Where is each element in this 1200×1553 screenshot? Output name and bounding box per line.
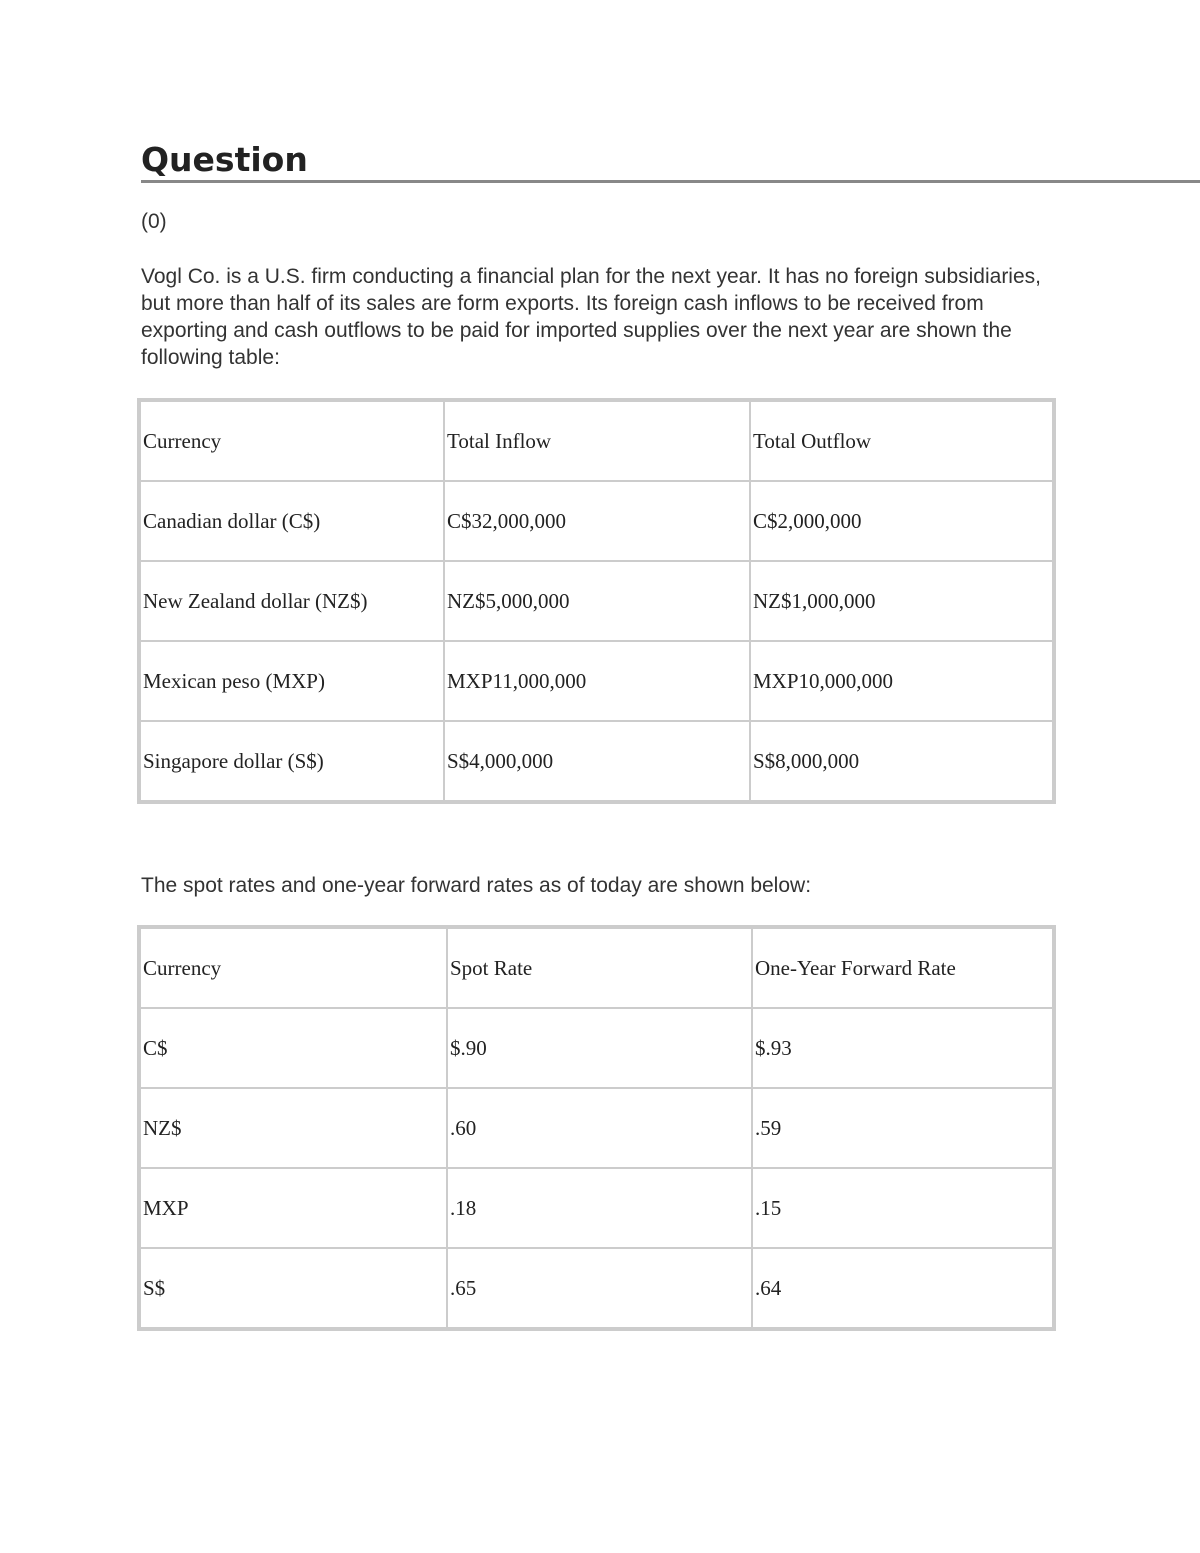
inflow-cell: NZ$5,000,000 bbox=[444, 561, 750, 641]
header-cell: Currency bbox=[140, 401, 444, 481]
currency-cell: MXP bbox=[140, 1168, 447, 1248]
inflow-cell: C$32,000,000 bbox=[444, 481, 750, 561]
question-score: (0) bbox=[141, 210, 167, 233]
table-header-row bbox=[140, 928, 1053, 1008]
currency-cell: Mexican peso (MXP) bbox=[140, 641, 444, 721]
table-row bbox=[140, 1248, 1053, 1328]
outflow-cell: MXP10,000,000 bbox=[750, 641, 1053, 721]
table-row bbox=[140, 1008, 1053, 1088]
forward-rate-cell: $.93 bbox=[752, 1008, 1053, 1088]
question-intro-text: Vogl Co. is a U.S. firm conducting a financial plan for the next year. It has no foreign subsidiaries, but more than half of its sales are form exports. Its foreign cash inflows to be received from exporting and cash outflows to be paid for imported supplies over the next year are shown the following table: bbox=[141, 265, 1041, 369]
table-row bbox=[140, 561, 1053, 641]
question-heading: Question bbox=[141, 140, 308, 179]
outflow-cell: NZ$1,000,000 bbox=[750, 561, 1053, 641]
spot-rate-cell: .18 bbox=[447, 1168, 752, 1248]
table-row bbox=[140, 721, 1053, 801]
currency-cell: Canadian dollar (C$) bbox=[140, 481, 444, 561]
heading-divider bbox=[141, 180, 1200, 183]
forward-rate-cell: .15 bbox=[752, 1168, 1053, 1248]
table-row bbox=[140, 481, 1053, 561]
currency-cell: S$ bbox=[140, 1248, 447, 1328]
header-cell: Total Inflow bbox=[444, 401, 750, 481]
currency-cell: New Zealand dollar (NZ$) bbox=[140, 561, 444, 641]
outflow-cell: C$2,000,000 bbox=[750, 481, 1053, 561]
header-cell: One-Year Forward Rate bbox=[752, 928, 1053, 1008]
header-cell: Spot Rate bbox=[447, 928, 752, 1008]
table-header-row bbox=[140, 401, 1053, 481]
currency-cell: NZ$ bbox=[140, 1088, 447, 1168]
table-row bbox=[140, 1088, 1053, 1168]
currency-cell: Singapore dollar (S$) bbox=[140, 721, 444, 801]
header-cell: Total Outflow bbox=[750, 401, 1053, 481]
spot-rate-cell: $.90 bbox=[447, 1008, 752, 1088]
exchange-rates-table bbox=[137, 925, 1056, 1331]
forward-rate-cell: .59 bbox=[752, 1088, 1053, 1168]
currency-cell: C$ bbox=[140, 1008, 447, 1088]
rates-intro-text: The spot rates and one-year forward rates as of today are shown below: bbox=[141, 874, 812, 897]
cash-flow-table bbox=[137, 398, 1056, 804]
spot-rate-cell: .60 bbox=[447, 1088, 752, 1168]
forward-rate-cell: .64 bbox=[752, 1248, 1053, 1328]
spot-rate-cell: .65 bbox=[447, 1248, 752, 1328]
table-row bbox=[140, 1168, 1053, 1248]
outflow-cell: S$8,000,000 bbox=[750, 721, 1053, 801]
table-row bbox=[140, 641, 1053, 721]
inflow-cell: S$4,000,000 bbox=[444, 721, 750, 801]
header-cell: Currency bbox=[140, 928, 447, 1008]
inflow-cell: MXP11,000,000 bbox=[444, 641, 750, 721]
